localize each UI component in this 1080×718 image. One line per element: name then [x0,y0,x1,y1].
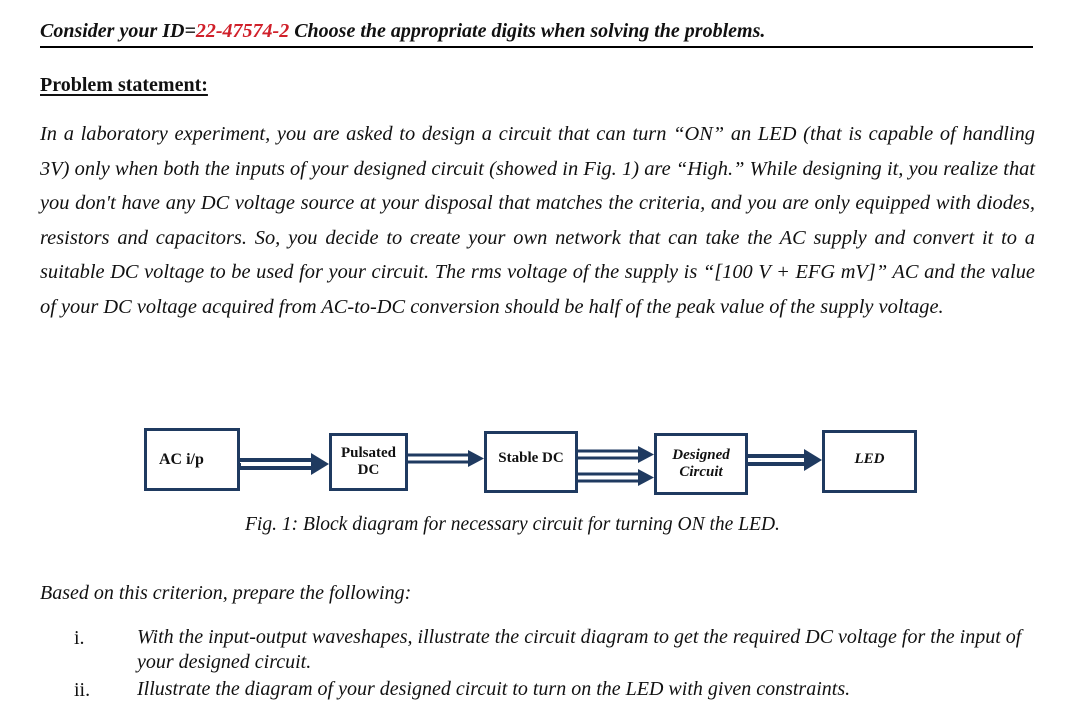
block-ac-input: AC i/p [144,428,240,491]
item-number: i. [74,627,85,649]
arrows-stable-to-designed [578,446,654,486]
problem-paragraph: In a laboratory experiment, you are asked to design a circuit that can turn “ON” an LED (that is capable of handling 3V) only when both the inputs of your designed circuit (showed in Fig. 1) are “High.” While designing it, you realize that you don't have any DC voltage source at your disposal that matches the criteria, and you are only equipped with diodes, resistors and capacitors. So, you decide to create your own network that can take the AC supply and convert it to a suitable DC voltage to be used for your circuit. The rms voltage of the supply is “[100 V + EFG mV]” AC and the value of your DC voltage acquired from AC-to-DC conversion should be half of the peak value of the supply voltage. [40,123,1035,318]
header-suffix: Choose the appropriate digits when solving the problems. [289,20,766,42]
block-pulsated-dc: Pulsated DC [329,433,408,491]
block-stable-dc: Stable DC [484,431,578,493]
based-on-text: Based on this criterion, prepare the following: [40,582,412,604]
arrow-ac-to-pulsated [240,453,329,475]
header-prefix: Consider your ID= [40,20,196,42]
block-designed-circuit: Designed Circuit [654,433,748,495]
block-led: LED [822,430,917,493]
student-id: 22-47574-2 [195,20,290,42]
problem-statement-heading: Problem statement: [40,74,208,96]
item-text: Illustrate the diagram of your designed circuit to turn on the LED with given constraints. [137,678,851,700]
item-text: With the input-output waveshapes, illustrate the circuit diagram to get the required DC voltage for the input of your designed circuit. [137,626,1022,673]
arrow-designed-to-led [748,449,822,471]
figure-caption: Fig. 1: Block diagram for necessary circuit for turning ON the LED. [245,514,780,535]
arrow-pulsated-to-stable [408,450,484,467]
item-number: ii. [74,679,91,701]
